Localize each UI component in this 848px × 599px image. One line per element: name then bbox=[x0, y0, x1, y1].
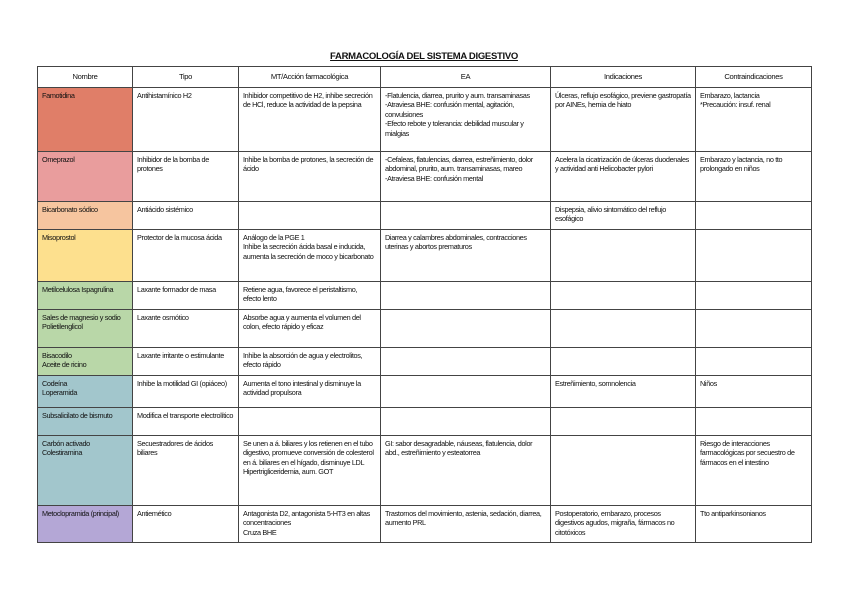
header-mecanismo: MT/Acción farmacológica bbox=[239, 67, 381, 88]
table-row bbox=[38, 88, 812, 152]
drug-contraindications: Riesgo de interacciones farmacológicas por secuestro de fármacos en el intestino bbox=[696, 436, 812, 506]
drug-mechanism: Análogo de la PGE 1 Inhibe la secreción ácida basal e inducida, aumenta la secreción de moco y bicarbonato bbox=[239, 230, 381, 282]
drug-adverse-effects: -Cefaleas, flatulencias, diarrea, estreñimiento, dolor abdominal, prurito, aum. transaminasas, mareo -Atraviesa BHE: confusión mental bbox=[381, 152, 551, 202]
drug-contraindications bbox=[696, 310, 812, 348]
table-row bbox=[38, 408, 812, 436]
drug-name: Carbón activado Colestiramina bbox=[38, 436, 133, 506]
drug-indications bbox=[551, 310, 696, 348]
drug-mechanism: Absorbe agua y aumenta el volumen del colon, efecto rápido y eficaz bbox=[239, 310, 381, 348]
drug-indications: Estreñimiento, somnolencia bbox=[551, 376, 696, 408]
drug-mechanism: Retiene agua, favorece el peristaltismo, efecto lento bbox=[239, 282, 381, 310]
drug-mechanism: Se unen a á. biliares y los retienen en el tubo digestivo, promueve conversión de colesterol en á. biliares en el hígado, disminuye LDL Hipertrigliceridemia, aum. GOT bbox=[239, 436, 381, 506]
drug-adverse-effects bbox=[381, 348, 551, 376]
header-contraindicaciones: Contraindicaciones bbox=[696, 67, 812, 88]
drug-contraindications: Embarazo, lactancia *Precaución: insuf. renal bbox=[696, 88, 812, 152]
drug-indications: Postoperatorio, embarazo, procesos digestivos agudos, migraña, fármacos no citotóxicos bbox=[551, 506, 696, 543]
drug-mechanism: Inhibe la bomba de protones, la secreción de ácido bbox=[239, 152, 381, 202]
drug-mechanism: Inhibidor competitivo de H2, inhibe secreción de HCl, reduce la actividad de la pepsina bbox=[239, 88, 381, 152]
drug-indications bbox=[551, 436, 696, 506]
table-row bbox=[38, 282, 812, 310]
drug-contraindications bbox=[696, 230, 812, 282]
drug-adverse-effects bbox=[381, 376, 551, 408]
table-row bbox=[38, 202, 812, 230]
drug-type: Laxante irritante o estimulante bbox=[133, 348, 239, 376]
drug-indications bbox=[551, 282, 696, 310]
drug-name: Bicarbonato sódico bbox=[38, 202, 133, 230]
drug-contraindications bbox=[696, 202, 812, 230]
header-nombre: Nombre bbox=[38, 67, 133, 88]
drug-adverse-effects: Diarrea y calambres abdominales, contracciones uterinas y abortos prematuros bbox=[381, 230, 551, 282]
drug-contraindications bbox=[696, 348, 812, 376]
drug-mechanism: Antagonista D2, antagonista 5-HT3 en altas concentraciones Cruza BHE bbox=[239, 506, 381, 543]
drug-type: Inhibidor de la bomba de protones bbox=[133, 152, 239, 202]
table-row bbox=[38, 230, 812, 282]
header-ea: EA bbox=[381, 67, 551, 88]
drug-adverse-effects bbox=[381, 310, 551, 348]
drug-mechanism: Inhibe la absorción de agua y electrolitos, efecto rápido bbox=[239, 348, 381, 376]
drug-name: Codeína Loperamida bbox=[38, 376, 133, 408]
drug-indications: Acelera la cicatrización de úlceras duodenales y actividad anti Helicobacter pylori bbox=[551, 152, 696, 202]
drug-name: Sales de magnesio y sodio Polietilenglicol bbox=[38, 310, 133, 348]
drug-indications bbox=[551, 230, 696, 282]
drug-name: Metoclopramida (principal) bbox=[38, 506, 133, 543]
table-row bbox=[38, 376, 812, 408]
drug-indications bbox=[551, 348, 696, 376]
header-indicaciones: Indicaciones bbox=[551, 67, 696, 88]
drug-type: Laxante formador de masa bbox=[133, 282, 239, 310]
drug-adverse-effects: -Flatulencia, diarrea, prurito y aum. transaminasas -Atraviesa BHE: confusión mental, agitación, convulsiones -Efecto rebote y tolerancia: debilidad muscular y mialgias bbox=[381, 88, 551, 152]
drug-type: Secuestradores de ácidos biliares bbox=[133, 436, 239, 506]
drug-type: Modifica el transporte electrolítico bbox=[133, 408, 239, 436]
drug-name: Metilcelulosa Ispagrulina bbox=[38, 282, 133, 310]
drug-contraindications: Tto antiparkinsonianos bbox=[696, 506, 812, 543]
table-row bbox=[38, 348, 812, 376]
header-row bbox=[38, 67, 812, 88]
header-tipo: Tipo bbox=[133, 67, 239, 88]
drug-mechanism: Aumenta el tono intestinal y disminuye la actividad propulsora bbox=[239, 376, 381, 408]
drug-indications: Dispepsia, alivio sintomático del reflujo esofágico bbox=[551, 202, 696, 230]
drug-contraindications bbox=[696, 408, 812, 436]
table-row bbox=[38, 506, 812, 543]
drug-name: Misoprostol bbox=[38, 230, 133, 282]
drug-adverse-effects: GI: sabor desagradable, náuseas, flatulencia, dolor abd., estreñimiento y esteatorrea bbox=[381, 436, 551, 506]
table-row bbox=[38, 152, 812, 202]
drug-type: Antihistamínico H2 bbox=[133, 88, 239, 152]
pharmacology-table bbox=[37, 66, 812, 543]
drug-contraindications: Niños bbox=[696, 376, 812, 408]
drug-indications bbox=[551, 408, 696, 436]
drug-adverse-effects bbox=[381, 408, 551, 436]
drug-name: Famotidina bbox=[38, 88, 133, 152]
table-row bbox=[38, 436, 812, 506]
drug-contraindications: Embarazo y lactancia, no tto prolongado en niños bbox=[696, 152, 812, 202]
drug-name: Omeprazol bbox=[38, 152, 133, 202]
drug-type: Inhibe la motilidad GI (opiáceo) bbox=[133, 376, 239, 408]
drug-type: Protector de la mucosa ácida bbox=[133, 230, 239, 282]
drug-mechanism bbox=[239, 408, 381, 436]
drug-name: Bisacodilo Aceite de ricino bbox=[38, 348, 133, 376]
drug-adverse-effects bbox=[381, 282, 551, 310]
drug-contraindications bbox=[696, 282, 812, 310]
drug-type: Antiemético bbox=[133, 506, 239, 543]
drug-type: Antiácido sistémico bbox=[133, 202, 239, 230]
document-title: FARMACOLOGÍA DEL SISTEMA DIGESTIVO bbox=[330, 51, 518, 62]
drug-adverse-effects: Trastornos del movimiento, astenia, sedación, diarrea, aumento PRL bbox=[381, 506, 551, 543]
drug-indications: Úlceras, reflujo esofágico, previene gastropatía por AINEs, hernia de hiato bbox=[551, 88, 696, 152]
table-row bbox=[38, 310, 812, 348]
drug-type: Laxante osmótico bbox=[133, 310, 239, 348]
drug-name: Subsalicilato de bismuto bbox=[38, 408, 133, 436]
drug-adverse-effects bbox=[381, 202, 551, 230]
drug-mechanism bbox=[239, 202, 381, 230]
